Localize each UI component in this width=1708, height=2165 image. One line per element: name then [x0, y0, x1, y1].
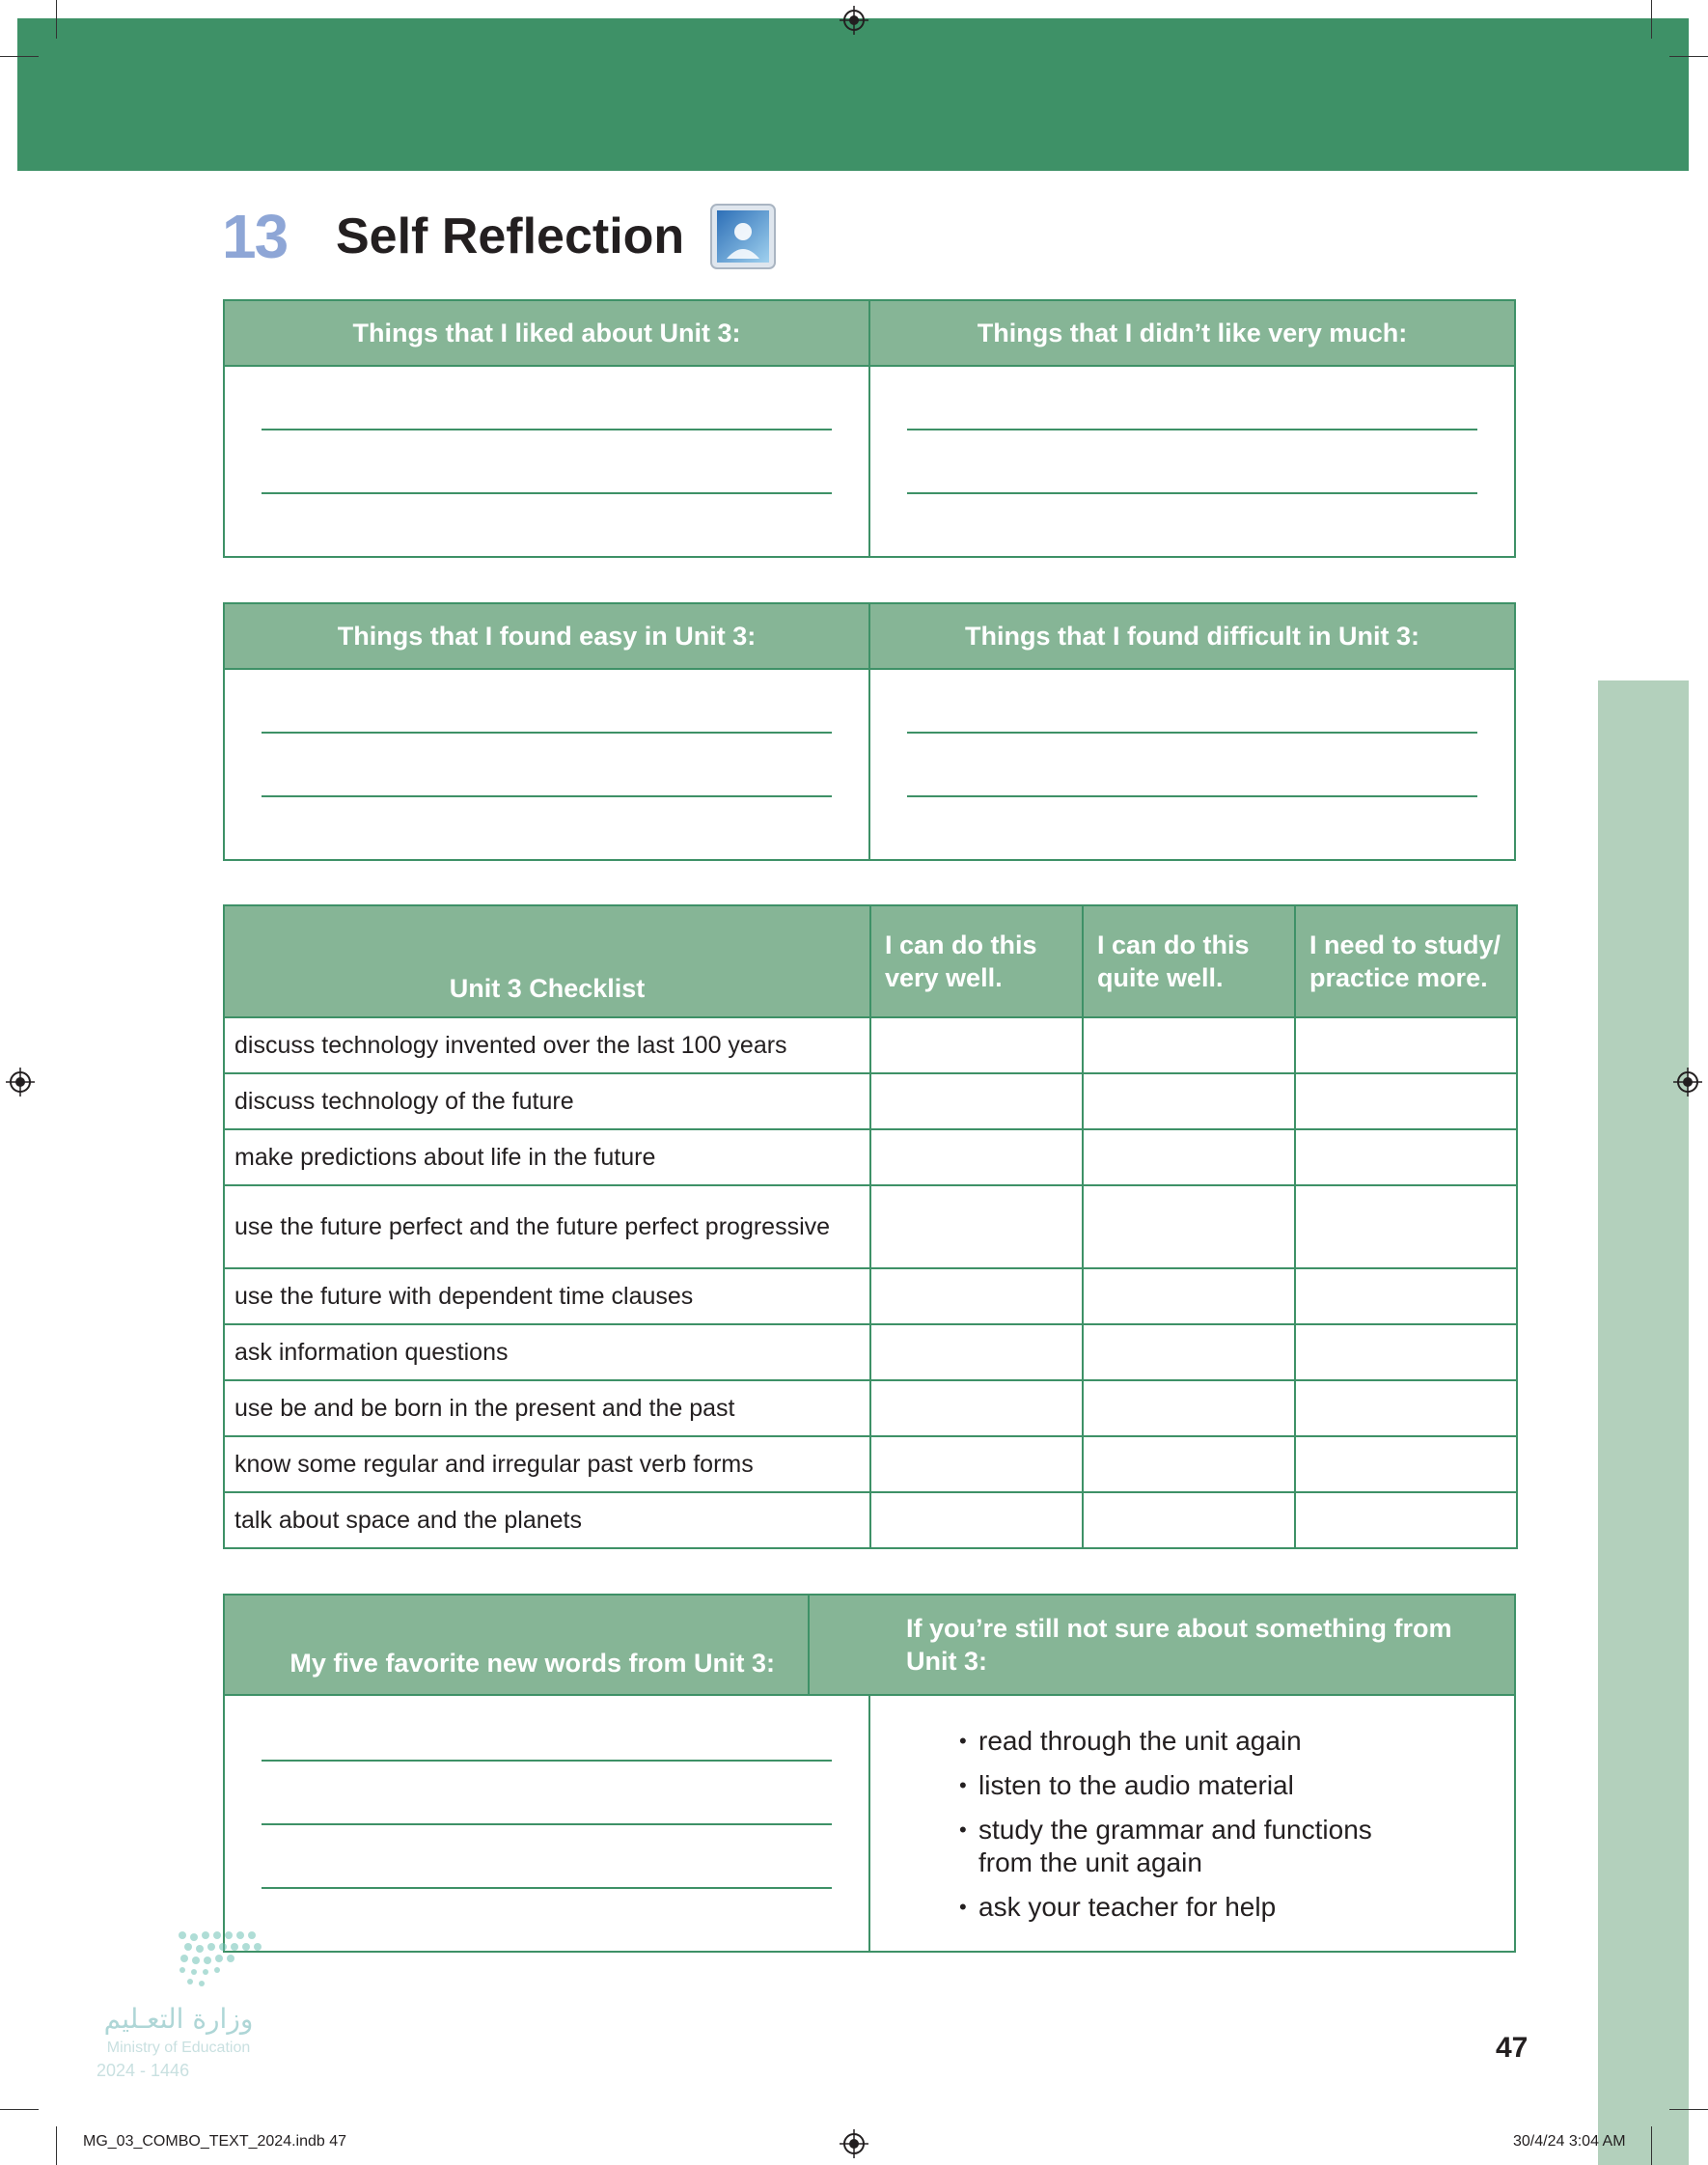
self-reflection-icon	[709, 203, 777, 270]
skill-label: talk about space and the planets	[224, 1492, 870, 1548]
table-row	[224, 1073, 1517, 1129]
crop-mark	[56, 0, 57, 39]
check-cell[interactable]	[870, 1129, 1083, 1185]
column-very-well: I can do this very well.	[870, 905, 1083, 1017]
writing-line[interactable]	[907, 795, 1477, 797]
writing-line[interactable]	[907, 429, 1477, 430]
table-row	[224, 1129, 1517, 1185]
skill-label: make predictions about life in the future	[224, 1129, 870, 1185]
check-cell[interactable]	[1295, 1380, 1517, 1436]
check-cell[interactable]	[1295, 1268, 1517, 1324]
check-cell[interactable]	[1295, 1492, 1517, 1548]
column-study-more: I need to study/ practice more.	[1295, 905, 1517, 1017]
writing-line[interactable]	[262, 732, 832, 734]
table-row	[224, 1268, 1517, 1324]
list-item: • read through the unit again	[959, 1725, 1384, 1758]
crop-mark	[1669, 2109, 1708, 2110]
writing-line[interactable]	[262, 492, 832, 494]
check-cell[interactable]	[1295, 1129, 1517, 1185]
crop-mark	[0, 56, 39, 57]
writing-line[interactable]	[907, 732, 1477, 734]
favorite-words-box	[223, 1594, 1516, 1953]
page-title: Self Reflection	[336, 208, 685, 264]
skill-label: use be and be born in the present and the past	[224, 1380, 870, 1436]
skill-label: use the future perfect and the future perfect progressive	[224, 1185, 870, 1268]
check-cell[interactable]	[870, 1436, 1083, 1492]
check-cell[interactable]	[870, 1492, 1083, 1548]
registration-mark-icon	[840, 2129, 868, 2158]
check-cell[interactable]	[1083, 1324, 1295, 1380]
crop-mark	[56, 2126, 57, 2165]
slug-date: 30/4/24 3:04 AM	[1513, 2133, 1626, 2150]
check-cell[interactable]	[870, 1185, 1083, 1268]
crop-mark	[1651, 0, 1652, 39]
list-item: • ask your teacher for help	[959, 1891, 1384, 1924]
liked-reflection-box	[223, 299, 1516, 558]
list-item: • study the grammar and functions from the unit again	[959, 1814, 1384, 1879]
check-cell[interactable]	[1083, 1073, 1295, 1129]
writing-line[interactable]	[262, 1887, 832, 1889]
easy-header: Things that I found easy in Unit 3:	[337, 621, 757, 651]
check-cell[interactable]	[870, 1380, 1083, 1436]
top-color-band	[17, 18, 1689, 171]
crop-mark	[1669, 56, 1708, 57]
easy-reflection-box	[223, 602, 1516, 861]
ministry-year: 2024 - 1446	[96, 2061, 190, 2080]
table-row	[224, 1380, 1517, 1436]
section-heading	[222, 198, 777, 275]
registration-mark-icon	[1673, 1068, 1702, 1096]
side-color-band	[1598, 680, 1689, 2165]
ministry-name-arabic: وزارة التعـليم	[103, 2003, 254, 2035]
skill-label: discuss technology invented over the last 100 years	[224, 1017, 870, 1073]
check-cell[interactable]	[1083, 1129, 1295, 1185]
skill-label: discuss technology of the future	[224, 1073, 870, 1129]
check-cell[interactable]	[1295, 1017, 1517, 1073]
writing-line[interactable]	[262, 429, 832, 430]
table-row	[224, 1017, 1517, 1073]
check-cell[interactable]	[1083, 1017, 1295, 1073]
disliked-header: Things that I didn’t like very much:	[868, 301, 1514, 365]
slug-file: MG_03_COMBO_TEXT_2024.indb 47	[83, 2133, 347, 2150]
favorite-words-header: My five favorite new words from Unit 3:	[289, 1649, 775, 1678]
list-item: • listen to the audio material	[959, 1769, 1384, 1802]
writing-line[interactable]	[907, 492, 1477, 494]
column-quite-well: I can do this quite well.	[1083, 905, 1295, 1017]
difficult-header: Things that I found difficult in Unit 3:	[868, 604, 1514, 668]
check-cell[interactable]	[870, 1073, 1083, 1129]
tips-list	[959, 1725, 1384, 1935]
check-cell[interactable]	[870, 1017, 1083, 1073]
checklist-header: Unit 3 Checklist	[224, 905, 870, 1017]
crop-mark	[1651, 2126, 1652, 2165]
skill-label: use the future with dependent time clauses	[224, 1268, 870, 1324]
crop-mark	[0, 2109, 39, 2110]
table-row	[224, 1185, 1517, 1268]
table-row	[224, 1436, 1517, 1492]
ministry-logo	[92, 1926, 352, 2080]
writing-line[interactable]	[262, 1760, 832, 1762]
check-cell[interactable]	[1083, 1185, 1295, 1268]
writing-line[interactable]	[262, 1823, 832, 1825]
ministry-name-english: Ministry of Education	[106, 2040, 251, 2056]
page-number: 47	[1496, 2032, 1529, 2064]
check-cell[interactable]	[870, 1268, 1083, 1324]
check-cell[interactable]	[1295, 1324, 1517, 1380]
registration-mark-icon	[840, 6, 868, 35]
check-cell[interactable]	[1083, 1268, 1295, 1324]
check-cell[interactable]	[1295, 1073, 1517, 1129]
skill-label: know some regular and irregular past verb forms	[224, 1436, 870, 1492]
ministry-logo-dots-icon	[92, 1926, 265, 1993]
table-row	[224, 1324, 1517, 1380]
check-cell[interactable]	[1295, 1185, 1517, 1268]
table-row	[224, 1492, 1517, 1548]
section-number: 13	[222, 202, 288, 271]
skill-label: ask information questions	[224, 1324, 870, 1380]
check-cell[interactable]	[1083, 1492, 1295, 1548]
unit-checklist-table	[223, 904, 1518, 1549]
check-cell[interactable]	[870, 1324, 1083, 1380]
check-cell[interactable]	[1295, 1436, 1517, 1492]
unsure-header: If you’re still not sure about something from Unit 3:	[808, 1596, 1514, 1694]
liked-header: Things that I liked about Unit 3:	[352, 318, 741, 347]
writing-line[interactable]	[262, 795, 832, 797]
check-cell[interactable]	[1083, 1380, 1295, 1436]
check-cell[interactable]	[1083, 1436, 1295, 1492]
registration-mark-icon	[6, 1068, 35, 1096]
